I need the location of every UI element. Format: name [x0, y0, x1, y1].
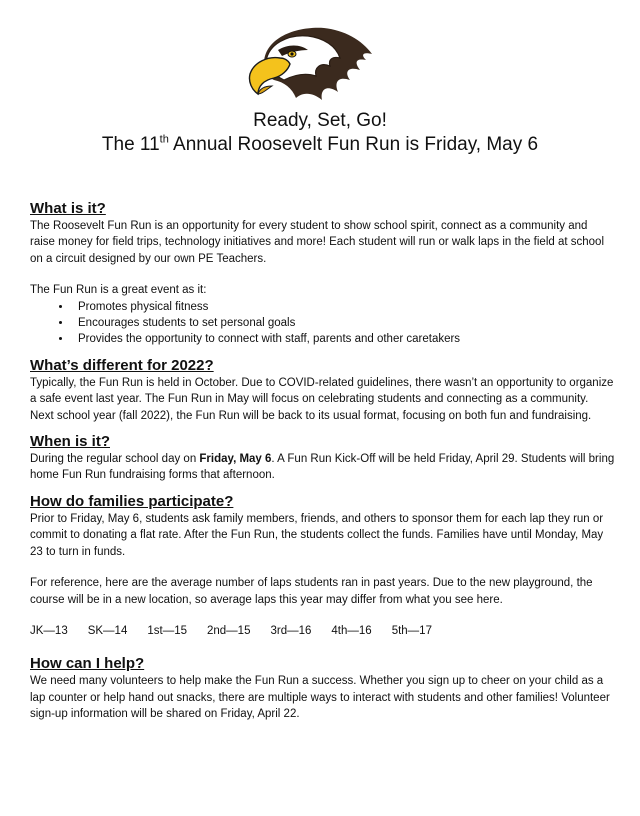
section-heading-how: How do families participate?: [30, 492, 234, 510]
laps-item: 2nd—15: [207, 624, 251, 637]
laps-item: JK—13: [30, 624, 68, 637]
laps-item: 1st—15: [147, 624, 187, 637]
flyer-content: [30, 199, 615, 723]
title-prefix: The 11: [101, 134, 160, 155]
title-suffix: Annual Roosevelt Fun Run is Friday, May 6: [168, 134, 539, 155]
section-body-how-reference: For reference, here are the average number of laps students ran in past years. Due to the new playground, the course will be in a new location, so average laps this year may differ from what you see here.: [30, 577, 593, 606]
laps-item: 4th—16: [331, 624, 372, 637]
laps-item: 5th—17: [391, 624, 432, 637]
section-heading-when: When is it?: [30, 433, 110, 451]
section-body-help: We need many volunteers to help make the Fun Run a success. Whether you sign up to cheer on your child as a lap counter or help hand out snacks, there are multiple ways to interact with students and other families! Volunteer sign-up information will be shared on Friday, April 22.: [30, 675, 610, 721]
laps-item: 3rd—16: [270, 624, 312, 637]
list-intro: The Fun Run is a great event as it:: [30, 284, 207, 297]
section-heading-different: What’s different for 2022?: [30, 356, 214, 374]
section-body-how: Prior to Friday, May 6, students ask family members, friends, and others to sponsor them for each lap they run or commit to donating a flat rate. After the Fun Run, the students collect the funds. Families have until Monday, May 23 to turn in funds.: [30, 512, 604, 558]
flyer-title-line2: [0, 134, 640, 156]
when-text-post: . A Fun Run Kick-Off will be held Friday, April 29. Students will bring home Fun Run fundraising forms that afternoon.: [30, 453, 615, 482]
benefits-list: [30, 299, 615, 348]
laps-row: [30, 623, 615, 639]
flyer-title-line1: Ready, Set, Go!: [253, 110, 387, 131]
list-item: • Provides the opportunity to connect with staff, parents and other caretakers: [72, 331, 615, 347]
section-body-different: Typically, the Fun Run is held in October. Due to COVID-related guidelines, there wasn’t an opportunity to organize a safe event last year. The Fun Run in May will focus on celebrating students and connecting as a community. Next school year (fall 2022), the Fun Run will be back to its usual format, focusing on both fun and fundraising.: [30, 376, 614, 422]
section-body-what: The Roosevelt Fun Run is an opportunity for every student to show school spirit, connect as a community and raise money for field trips, technology initiatives and more! Each student will run or walk laps in the field at school on a circuit designed by our own PE Teachers.: [30, 220, 605, 265]
list-item: • Encourages students to set personal goals: [72, 315, 615, 331]
section-body-when: [30, 451, 615, 484]
list-item: • Promotes physical fitness: [72, 299, 615, 315]
title-superscript: th: [159, 133, 169, 146]
section-heading-help: How can I help?: [30, 655, 145, 673]
when-date-bold: Friday, May 6: [199, 453, 272, 466]
laps-item: SK—14: [87, 624, 128, 637]
eagle-head-icon: [244, 24, 374, 102]
section-heading-what: What is it?: [30, 200, 106, 217]
when-text-pre: During the regular school day on: [30, 453, 200, 466]
